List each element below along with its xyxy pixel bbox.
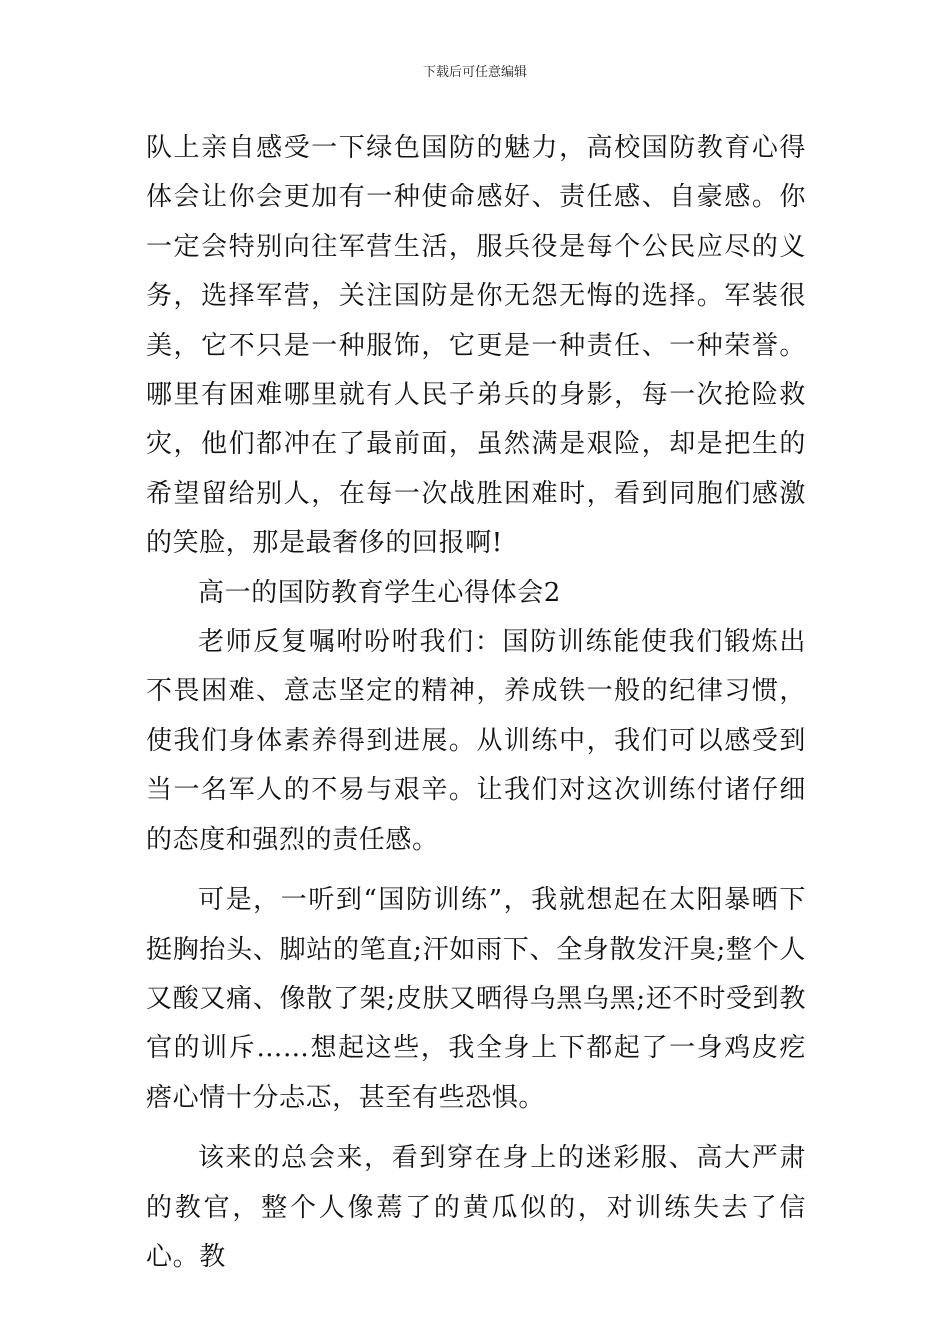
page-header: 下载后可任意编辑 bbox=[422, 65, 527, 80]
paragraph: 老师反复嘱咐吩咐我们：国防训练能使我们锻炼出不畏困难、意志坚定的精神，养成铁一般的纪律习惯，使我们身体素养得到进展。从训练中，我们可以感受到当一名军人的不易与艰辛。让我们对这次训练付诸仔细的态度和强烈的责任感。 bbox=[146, 627, 806, 855]
paragraph-continued: 队上亲自感受一下绿色国防的魅力，高校国防教育心得体会让你会更加有一种使命感好、责任感、自豪感。你一定会特别向往军营生活，服兵役是每个公民应尽的义务，选择军营，关注国防是你无怨无悔的选择。军装很美，它不只是一种服饰，它更是一种责任、一种荣誉。哪里有困难哪里就有人民子弟兵的身影，每一次抢险救灾，他们都冲在了最前面，虽然满是艰险，却是把生的希望留给别人，在每一次战胜困难时，看到同胞们感激的笑脸，那是最奢侈的回报啊! bbox=[146, 133, 806, 559]
section-heading: 高一的国防教育学生心得体会2 bbox=[198, 577, 561, 608]
paragraph: 该来的总会来，看到穿在身上的迷彩服、高大严肃的教官，整个人像蔫了的黄瓜似的，对训练失去了信心。教 bbox=[146, 1143, 806, 1272]
document-body bbox=[146, 124, 806, 1282]
paragraph: 可是，一听到“国防训练”，我就想起在太阳暴晒下挺胸抬头、脚站的笔直;汗如雨下、全身散发汗臭;整个人又酸又痛、像散了架;皮肤又晒得乌黑乌黑;还不时受到教官的训斥……想起这些，我全身上下都起了一身鸡皮疙瘩心情十分忐忑，甚至有些恐惧。 bbox=[146, 885, 806, 1113]
